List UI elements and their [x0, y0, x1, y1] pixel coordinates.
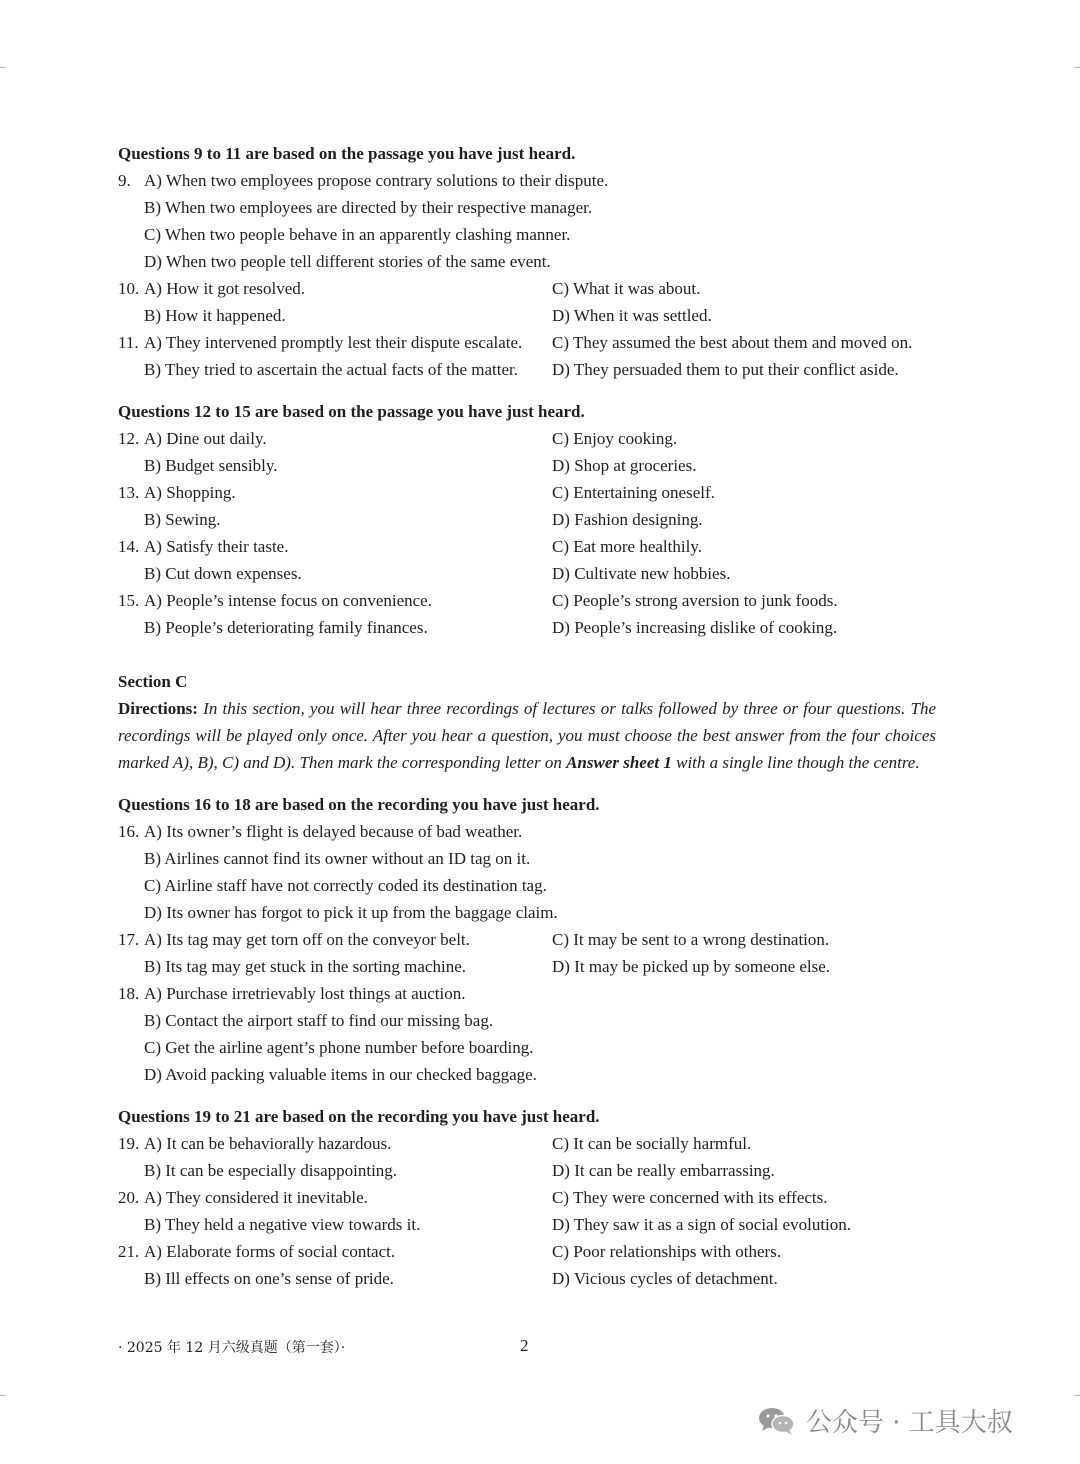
question-21-row-1: [118, 1238, 948, 1265]
question-9-option-c: [118, 221, 948, 248]
question-number: 14.: [118, 537, 140, 556]
option-text: D) When it was settled.: [552, 306, 712, 325]
question-group-heading: Questions 12 to 15 are based on the passage you have just heard.: [118, 402, 585, 421]
question-10-row-1: [118, 275, 948, 302]
question-group-heading: Questions 9 to 11 are based on the passage you have just heard.: [118, 144, 576, 163]
option-text: D) Cultivate new hobbies.: [552, 564, 731, 583]
option-text: D) When two people tell different stories of the same event.: [144, 252, 551, 271]
option-text: B) They tried to ascertain the actual facts of the matter.: [144, 360, 519, 379]
question-18-option-a: [118, 980, 948, 1007]
option-text: B) Its tag may get stuck in the sorting machine.: [144, 957, 466, 976]
question-number: 15.: [118, 591, 140, 610]
section-title: Section C: [118, 672, 188, 691]
directions-paragraph: [118, 695, 936, 776]
option-text: B) Airlines cannot find its owner without an ID tag on it.: [144, 849, 531, 868]
option-text: A) How it got resolved.: [144, 279, 306, 298]
question-12-row-2: [118, 452, 948, 479]
option-text: C) They assumed the best about them and moved on.: [552, 333, 913, 352]
question-9-option-a: [118, 167, 948, 194]
question-number: 10.: [118, 279, 140, 298]
question-number: 9.: [118, 171, 131, 190]
question-number: 11.: [118, 333, 139, 352]
question-number: 18.: [118, 984, 140, 1003]
option-text: C) Enjoy cooking.: [552, 429, 678, 448]
question-15-row-1: [118, 587, 948, 614]
question-14-row-2: [118, 560, 948, 587]
question-14-row-1: [118, 533, 948, 560]
question-20-row-2: [118, 1211, 948, 1238]
question-17-row-2: [118, 953, 948, 980]
page-number: 2: [520, 1336, 529, 1355]
question-16-option-c: [118, 872, 948, 899]
option-text: B) They held a negative view towards it.: [144, 1215, 421, 1234]
watermark-text: 公众号 · 工具大叔: [806, 1408, 1013, 1438]
question-21-row-2: [118, 1265, 948, 1292]
option-text: D) People’s increasing dislike of cooking.: [552, 618, 838, 637]
question-18-option-b: [118, 1007, 948, 1034]
question-9-option-d: [118, 248, 948, 275]
option-text: A) It can be behaviorally hazardous.: [144, 1134, 392, 1153]
option-text: A) Shopping.: [144, 483, 236, 502]
question-12-row-1: [118, 425, 948, 452]
option-text: A) Its owner’s flight is delayed because of bad weather.: [144, 822, 523, 841]
wechat-icon: [758, 1406, 796, 1436]
option-text: B) Sewing.: [144, 510, 221, 529]
option-text: D) It can be really embarrassing.: [552, 1161, 775, 1180]
answer-sheet-label: Answer sheet 1: [566, 753, 672, 772]
option-text: D) Fashion designing.: [552, 510, 703, 529]
option-text: A) When two employees propose contrary solutions to their dispute.: [144, 171, 609, 190]
question-17-row-1: [118, 926, 948, 953]
question-20-row-1: [118, 1184, 948, 1211]
watermark: [758, 1402, 1013, 1439]
question-number: 21.: [118, 1242, 140, 1261]
option-text: C) People’s strong aversion to junk foods.: [552, 591, 838, 610]
page-footer: · 2025 年 12 月六级真题（第一套）·: [118, 1340, 346, 1356]
option-text: A) People’s intense focus on convenience.: [144, 591, 432, 610]
option-text: C) Poor relationships with others.: [552, 1242, 782, 1261]
question-11-row-1: [118, 329, 948, 356]
question-number: 13.: [118, 483, 140, 502]
question-19-row-1: [118, 1130, 948, 1157]
option-text: C) Eat more healthily.: [552, 537, 702, 556]
option-text: A) They considered it inevitable.: [144, 1188, 368, 1207]
question-13-row-1: [118, 479, 948, 506]
option-text: B) It can be especially disappointing.: [144, 1161, 398, 1180]
option-text: B) People’s deteriorating family finances.: [144, 618, 428, 637]
option-text: D) Vicious cycles of detachment.: [552, 1269, 778, 1288]
option-text: D) They saw it as a sign of social evolution.: [552, 1215, 852, 1234]
option-text: C) It may be sent to a wrong destination.: [552, 930, 830, 949]
option-text: A) Satisfy their taste.: [144, 537, 289, 556]
question-number: 20.: [118, 1188, 140, 1207]
question-19-row-2: [118, 1157, 948, 1184]
question-16-option-a: [118, 818, 948, 845]
option-text: D) They persuaded them to put their conflict aside.: [552, 360, 899, 379]
question-18-option-c: [118, 1034, 948, 1061]
option-text: B) Cut down expenses.: [144, 564, 302, 583]
option-text: A) Dine out daily.: [144, 429, 267, 448]
option-text: A) Elaborate forms of social contact.: [144, 1242, 396, 1261]
option-text: B) Ill effects on one’s sense of pride.: [144, 1269, 394, 1288]
directions-text: with a single line though the centre.: [671, 753, 920, 772]
option-text: D) Shop at groceries.: [552, 456, 697, 475]
question-number: 19.: [118, 1134, 140, 1153]
question-number: 17.: [118, 930, 140, 949]
question-9-option-b: [118, 194, 948, 221]
option-text: C) When two people behave in an apparently clashing manner.: [144, 225, 571, 244]
option-text: B) How it happened.: [144, 306, 286, 325]
option-text: A) Purchase irretrievably lost things at auction.: [144, 984, 466, 1003]
exam-page: [118, 140, 948, 1292]
option-text: A) They intervened promptly lest their dispute escalate.: [144, 333, 523, 352]
option-text: B) Contact the airport staff to find our missing bag.: [144, 1011, 494, 1030]
option-text: A) Its tag may get torn off on the conveyor belt.: [144, 930, 470, 949]
question-11-row-2: [118, 356, 948, 383]
option-text: D) It may be picked up by someone else.: [552, 957, 831, 976]
option-text: B) When two employees are directed by their respective manager.: [144, 198, 593, 217]
option-text: C) It can be socially harmful.: [552, 1134, 752, 1153]
option-text: C) What it was about.: [552, 279, 701, 298]
question-group-heading: Questions 19 to 21 are based on the recording you have just heard.: [118, 1107, 600, 1126]
option-text: C) Entertaining oneself.: [552, 483, 715, 502]
option-text: D) Avoid packing valuable items in our checked baggage.: [144, 1065, 537, 1084]
option-text: D) Its owner has forgot to pick it up from the baggage claim.: [144, 903, 558, 922]
option-text: C) They were concerned with its effects.: [552, 1188, 828, 1207]
question-16-option-b: [118, 845, 948, 872]
question-18-option-d: [118, 1061, 948, 1088]
directions-label: Directions:: [118, 699, 198, 718]
option-text: C) Get the airline agent’s phone number before boarding.: [144, 1038, 534, 1057]
option-text: C) Airline staff have not correctly coded its destination tag.: [144, 876, 547, 895]
directions-text: In this section, you will hear three recordings of lectures or talks followed by three or four questions. The recordings will be played only once. After you hear a question, you must choose the best answer from the four choices marked A), B), C) and D). Then mark the corresponding letter on: [118, 699, 936, 772]
question-16-option-d: [118, 899, 948, 926]
question-number: 12.: [118, 429, 140, 448]
question-group-heading: Questions 16 to 18 are based on the recording you have just heard.: [118, 795, 600, 814]
question-number: 16.: [118, 822, 140, 841]
question-15-row-2: [118, 614, 948, 641]
question-10-row-2: [118, 302, 948, 329]
question-13-row-2: [118, 506, 948, 533]
option-text: B) Budget sensibly.: [144, 456, 278, 475]
